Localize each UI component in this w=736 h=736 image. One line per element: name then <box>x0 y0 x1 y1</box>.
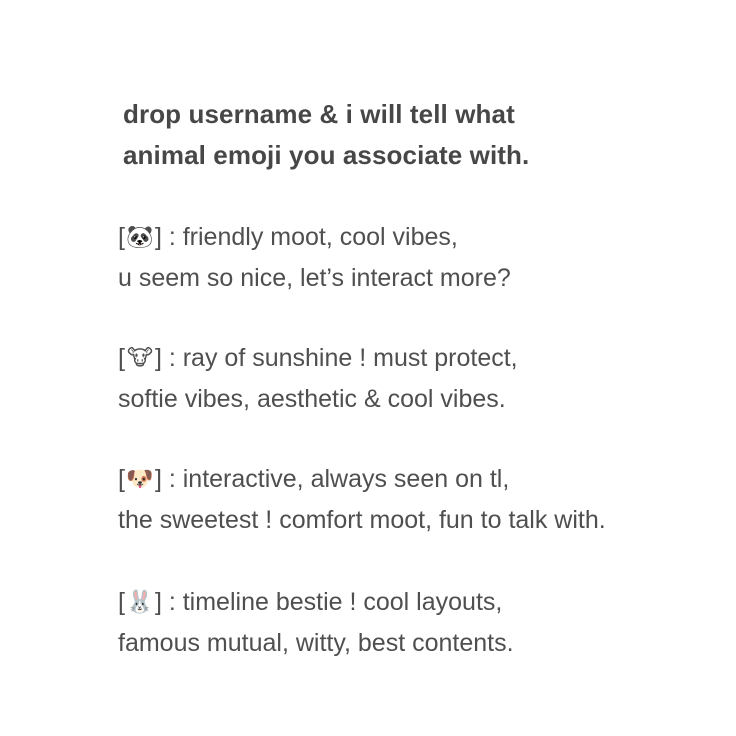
open-bracket: [ <box>118 344 125 372</box>
entry-rabbit-text: ] : timeline bestie ! cool layouts, <box>154 588 503 616</box>
rabbit-face-icon: 🐰 <box>126 590 154 615</box>
entry-rabbit-line-2: famous mutual, witty, best contents. <box>118 629 514 657</box>
entry-rabbit <box>118 582 514 663</box>
entry-cow-text: ] : ray of sunshine ! must protect, <box>154 344 518 372</box>
entry-panda-text: ] : friendly moot, cool vibes, <box>154 223 458 251</box>
entry-cow <box>118 338 518 419</box>
panda-face-icon: 🐼 <box>126 225 154 250</box>
heading <box>123 94 529 176</box>
entry-dog <box>118 459 606 540</box>
open-bracket: [ <box>118 223 125 251</box>
entry-dog-line-2: the sweetest ! comfort moot, fun to talk with. <box>118 506 606 534</box>
entry-dog-line-1 <box>118 459 606 500</box>
entry-cow-line-1 <box>118 338 518 379</box>
entry-panda <box>118 217 511 298</box>
open-bracket: [ <box>118 588 125 616</box>
dog-face-icon: 🐶 <box>126 467 154 492</box>
cow-face-icon: 🐮 <box>126 346 153 371</box>
entry-panda-line-1 <box>118 217 511 258</box>
entry-dog-text: ] : interactive, always seen on tl, <box>154 465 510 493</box>
heading-line-1: drop username & i will tell what <box>123 99 515 129</box>
heading-line-2: animal emoji you associate with. <box>123 140 530 170</box>
entry-panda-line-2: u seem so nice, let’s interact more? <box>118 264 511 292</box>
open-bracket: [ <box>118 465 125 493</box>
entry-rabbit-line-1 <box>118 582 514 623</box>
entry-cow-line-2: softie vibes, aesthetic & cool vibes. <box>118 385 506 413</box>
